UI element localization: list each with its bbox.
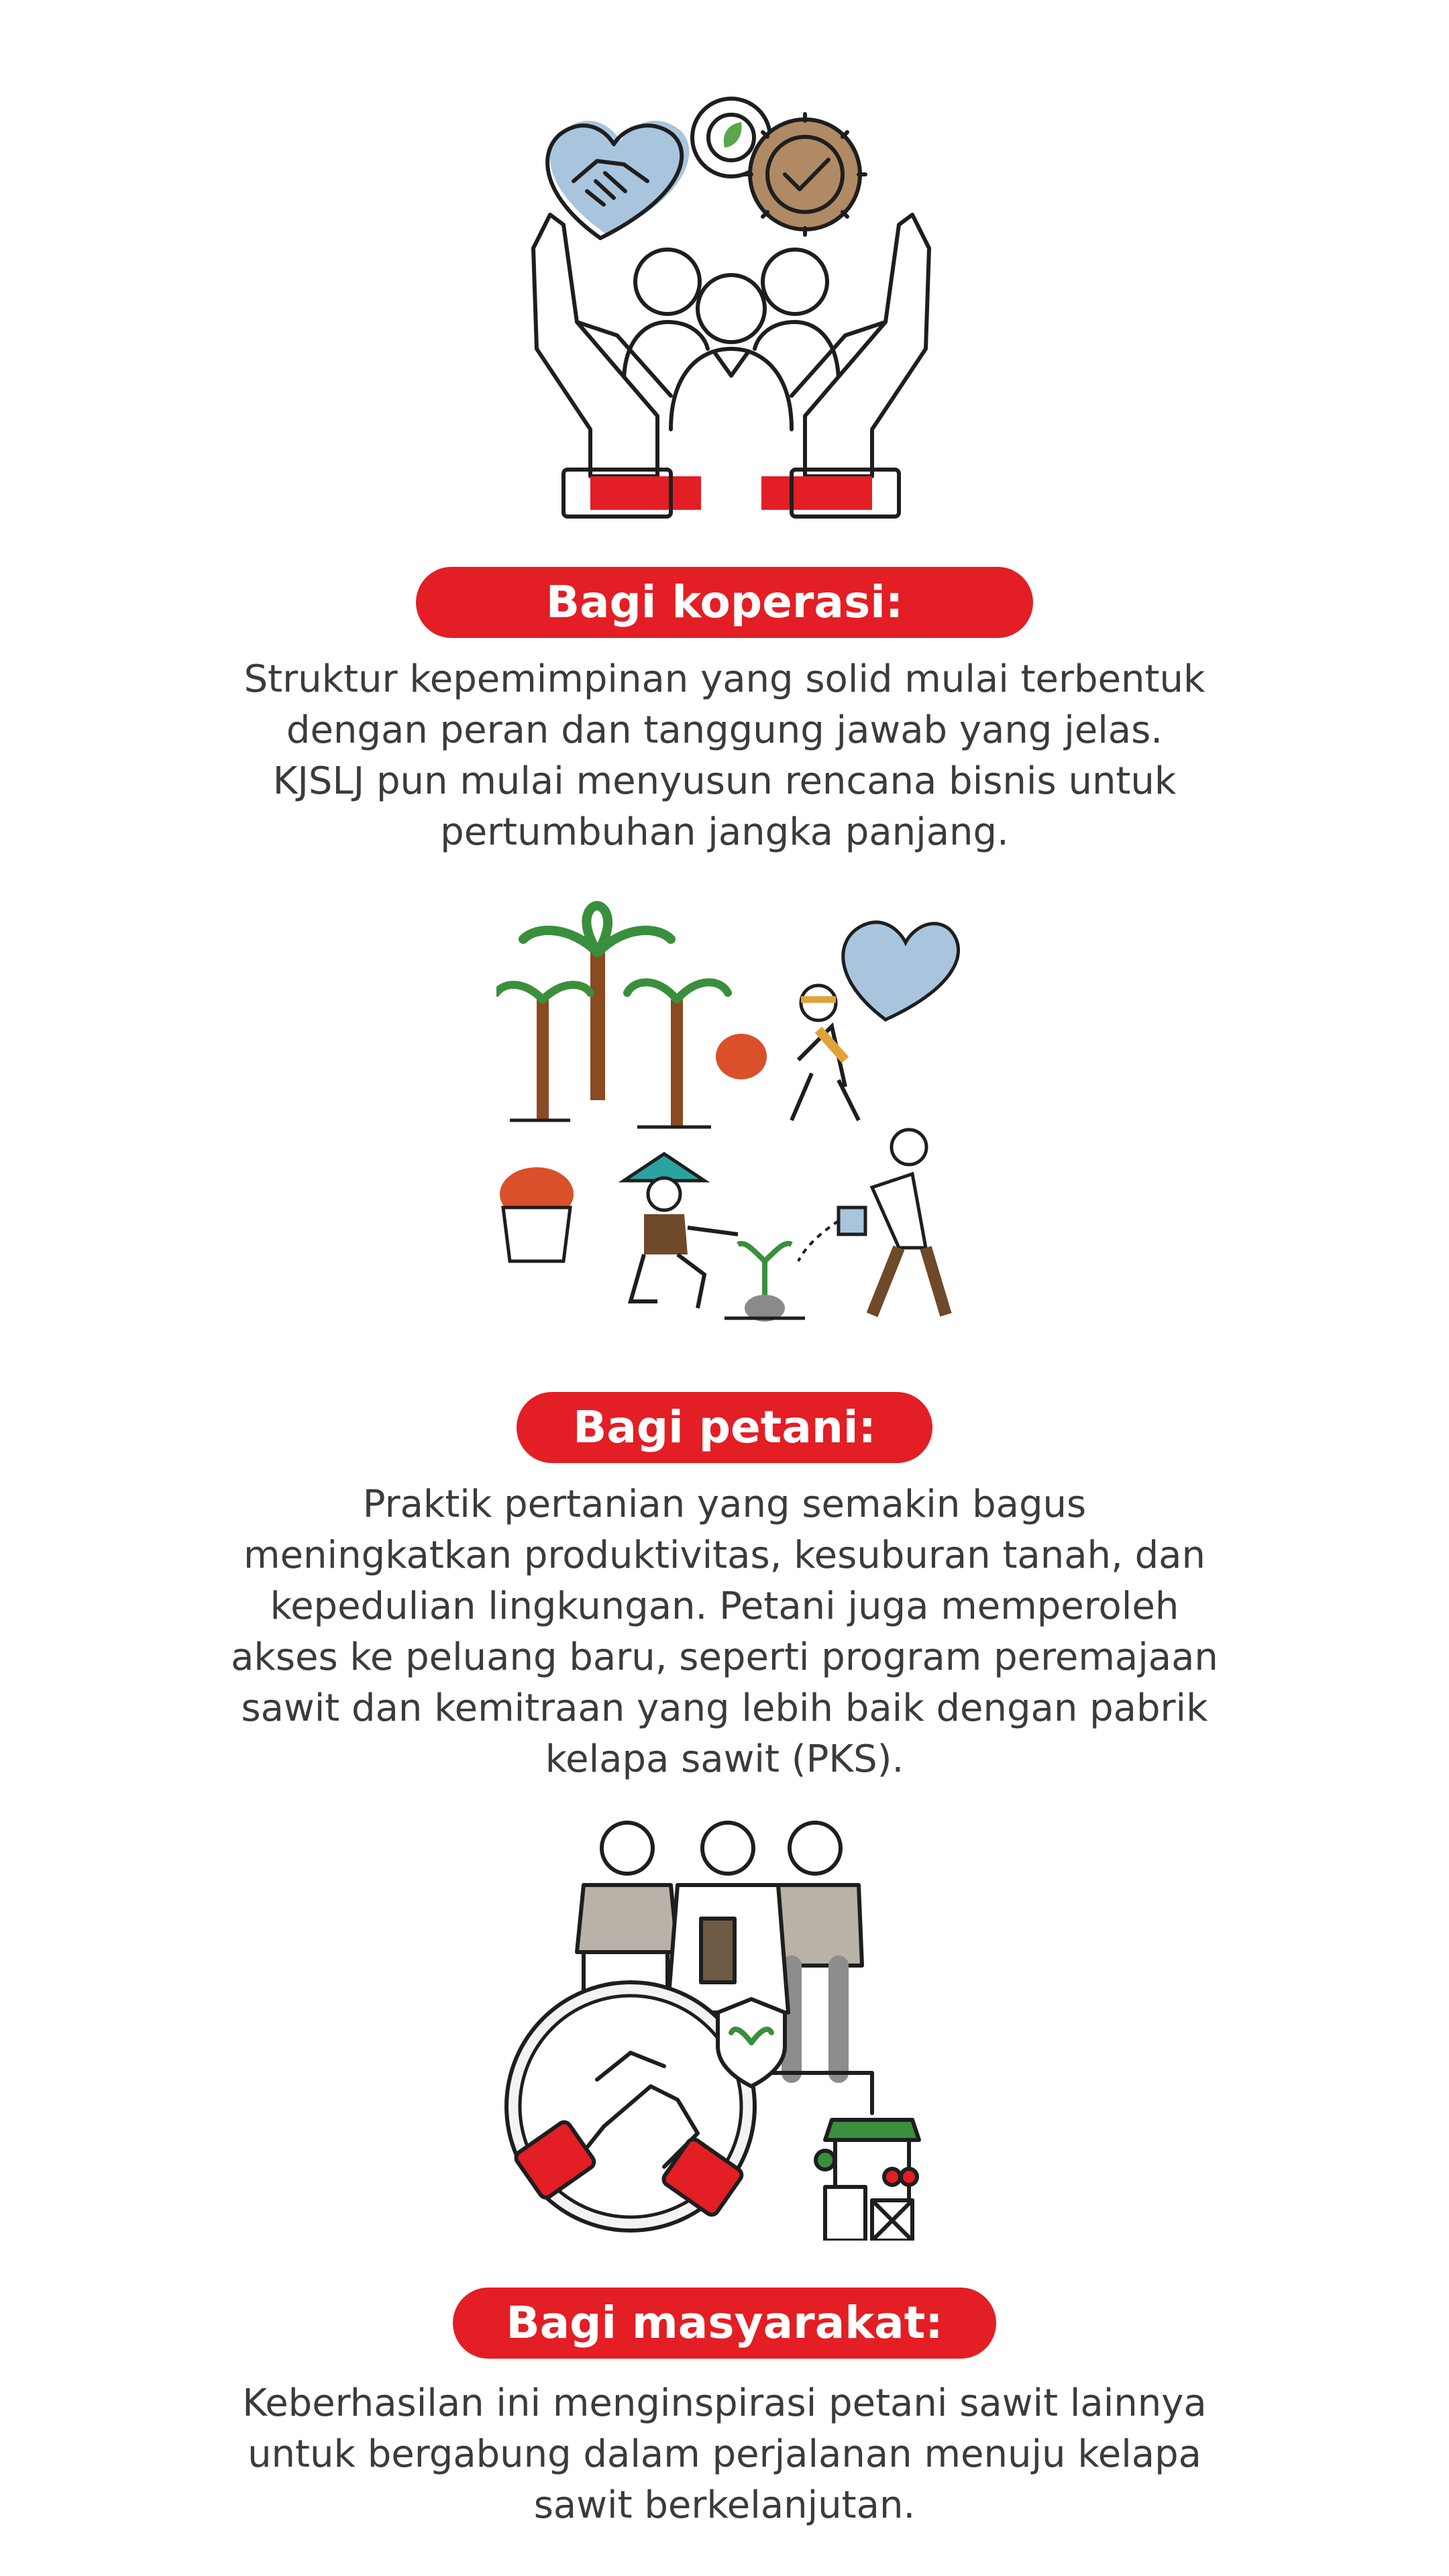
text-line: Praktik pertanian yang semakin bagus	[362, 1483, 1087, 1526]
section-heading-petani: Bagi petani:	[517, 1392, 932, 1463]
text-line: sawit berkelanjutan.	[533, 2483, 916, 2527]
text-line: sawit dan kemitraan yang lebih baik dengan pabrik	[241, 1686, 1208, 1730]
text-line: kepedulian lingkungan. Petani juga memperoleh	[270, 1585, 1179, 1628]
text-line: KJSLJ pun mulai menyusun rencana bisnis untuk	[272, 759, 1177, 803]
text-line: dengan peran dan tanggung jawab yang jelas.	[286, 708, 1163, 752]
text-line: Keberhasilan ini menginspirasi petani sawit lainnya	[242, 2381, 1207, 2425]
text-line: akses ke peluang baru, seperti program peremajaan	[231, 1635, 1218, 1679]
text-line: pertumbuhan jangka panjang.	[440, 810, 1009, 854]
section-heading-masyarakat: Bagi masyarakat:	[453, 2288, 996, 2359]
section-text-petani	[101, 1479, 1348, 1785]
section-heading-koperasi: Bagi koperasi:	[416, 567, 1033, 638]
text-line: meningkatkan produktivitas, kesuburan tanah, dan	[244, 1534, 1205, 1577]
cooperative-hands-icon	[523, 80, 939, 537]
section-text-koperasi	[101, 654, 1348, 858]
farmers-palm-plantation-icon	[496, 899, 966, 1335]
section-text-masyarakat	[101, 2378, 1348, 2531]
community-handshake-icon	[496, 1811, 926, 2241]
text-line: Struktur kepemimpinan yang solid mulai terbentuk	[244, 657, 1205, 701]
text-line: kelapa sawit (PKS).	[545, 1737, 904, 1781]
text-line: untuk bergabung dalam perjalanan menuju kelapa	[248, 2432, 1201, 2476]
